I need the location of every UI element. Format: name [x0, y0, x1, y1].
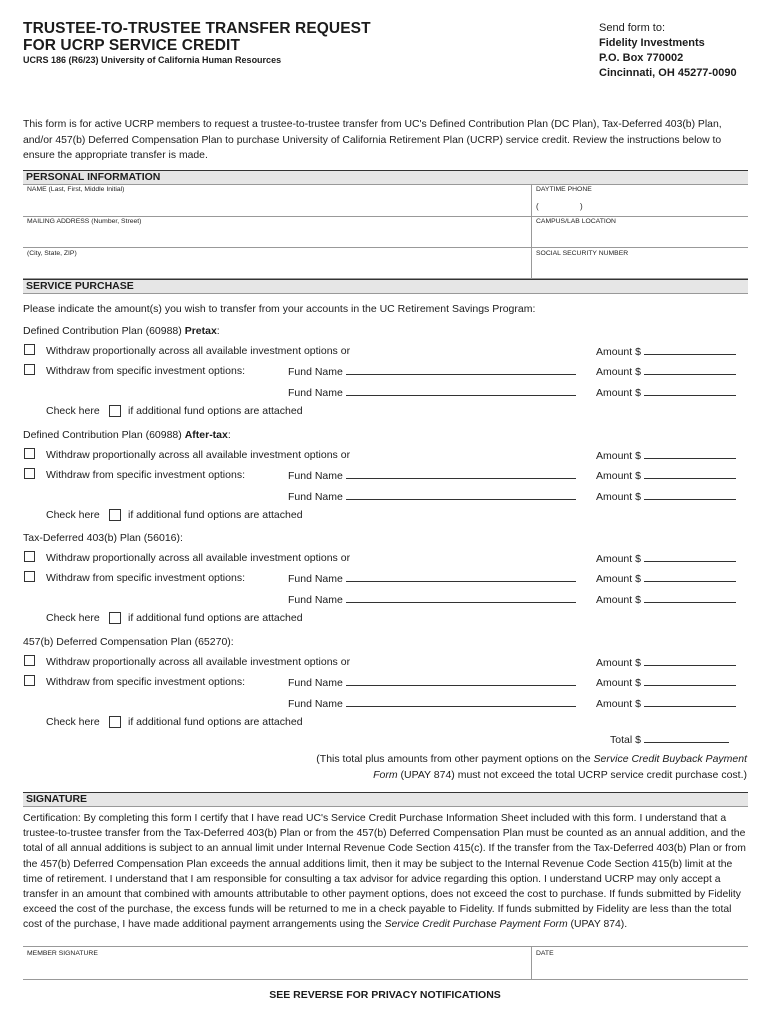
service-purchase-heading: SERVICE PURCHASE	[23, 279, 748, 294]
amount-label: Amount $	[596, 698, 641, 710]
withdraw-proportional-label: Withdraw proportionally across all available investment options or	[46, 656, 351, 668]
withdraw-proportional-label: Withdraw proportionally across all available investment options or	[46, 552, 351, 564]
amount-field-proportional-pretax[interactable]	[644, 345, 736, 355]
amount-label: Amount $	[596, 657, 641, 669]
send-to-label: Send form to:	[599, 22, 666, 34]
checkbox-withdraw-proportional-457b[interactable]	[24, 655, 35, 666]
amount-label: Amount $	[596, 366, 641, 378]
fund-name-row-2	[288, 490, 576, 503]
plan-heading-aftertax	[23, 429, 231, 441]
check-here-label: Check here	[46, 509, 100, 521]
checkbox-withdraw-specific-457b[interactable]	[24, 675, 35, 686]
amount-row-2	[596, 365, 736, 378]
amount-row-2	[596, 676, 736, 689]
amount-label: Amount $	[596, 470, 641, 482]
plan-name-suffix: :	[227, 429, 231, 441]
fund-name-field-1-pretax[interactable]	[346, 365, 576, 375]
address-field-label: MAILING ADDRESS (Number, Street)	[27, 218, 142, 225]
ssn-field-label: SOCIAL SECURITY NUMBER	[536, 250, 629, 257]
amount-label: Amount $	[596, 450, 641, 462]
amount-row-2	[596, 469, 736, 482]
total-note	[316, 751, 747, 783]
amount-row-1	[596, 656, 736, 669]
total-label	[610, 733, 729, 746]
checkbox-withdraw-proportional-403b[interactable]	[24, 551, 35, 562]
amount-field-fund-2-457b[interactable]	[644, 697, 736, 707]
city-field[interactable]	[27, 257, 527, 277]
withdraw-specific-label: Withdraw from specific investment options:	[46, 469, 245, 481]
plan-name: Tax-Deferred 403(b) Plan (56016):	[23, 532, 183, 544]
amount-field-proportional-aftertax[interactable]	[644, 449, 736, 459]
plan-heading-403b	[23, 532, 183, 544]
fund-name-label: Fund Name	[288, 491, 343, 503]
withdraw-proportional-label: Withdraw proportionally across all available investment options or	[46, 345, 351, 357]
checkbox-withdraw-specific-403b[interactable]	[24, 571, 35, 582]
phone-field[interactable]	[536, 195, 744, 215]
note-form-title-b: Form	[373, 769, 398, 781]
form-id: UCRS 186 (R6/23) University of California Human Resources	[23, 55, 282, 65]
cert-text-a: Certification: By completing this form I certify that I have read UC's Service Credit Purchase Information Sheet included with this form. I understand that a trustee-to-trustee transfer from the Tax-Deferred 403(b) Plan or from the 457(b) Deferred Compensation Plan must be counted as an annual addition, and the total of all annual additions is subject to an annual limit under Internal Revenue Code Section 415(c). If the transfer from the Tax-Deferred 403(b) Plan or from the 457(b) Deferred Compensation Plan exceeds the annual additions limit, then it may be subject to the Internal Revenue Code Section 415(b) limit at the time of retirement. I understand that I am responsible for consulting a tax advisor for advice regarding this option. I understand UCRP may only accept a transfer in an amount that combined with amounts attributable to other payment options, does not exceed the cost to purchase. If funds submitted by Fidelity exceed the cost of the purchase, the excess funds will be returned to me in a check payable to Fidelity. If funds submitted by Fidelity are less than the total cost of the purchase, I have made additional payment arrangements using the	[23, 813, 746, 931]
amount-field-fund-1-403b[interactable]	[644, 572, 736, 582]
amount-row-1	[596, 449, 736, 462]
send-to-city: Cincinnati, OH 45277-0090	[599, 67, 737, 79]
amount-field-fund-2-pretax[interactable]	[644, 386, 736, 396]
withdraw-specific-label: Withdraw from specific investment options:	[46, 676, 245, 688]
send-to-box: P.O. Box 770002	[599, 52, 684, 64]
service-instruction: Please indicate the amount(s) you wish to transfer from your accounts in the UC Retirement Savings Program:	[23, 303, 536, 315]
plan-name-bold: After-tax	[184, 429, 228, 441]
name-field-label: NAME (Last, First, Middle Initial)	[27, 186, 125, 193]
amount-row-3	[596, 490, 736, 503]
fund-name-row-1	[288, 676, 576, 689]
form-title-line2: FOR UCRP SERVICE CREDIT	[23, 37, 241, 54]
campus-field[interactable]	[536, 226, 744, 246]
campus-field-label: CAMPUS/LAB LOCATION	[536, 218, 616, 225]
additional-funds-label: if additional fund options are attached	[128, 716, 303, 728]
note-text-b: (UPAY 874) must not exceed the total UCRP service credit purchase cost.)	[397, 769, 747, 781]
plan-name: Defined Contribution Plan (60988)	[23, 429, 185, 441]
additional-funds-label: if additional fund options are attached	[128, 405, 303, 417]
form-title-line1: TRUSTEE-TO-TRUSTEE TRANSFER REQUEST	[23, 20, 371, 37]
fund-name-label: Fund Name	[288, 470, 343, 482]
fund-name-field-2-aftertax[interactable]	[346, 490, 576, 500]
checkbox-withdraw-specific-pretax[interactable]	[24, 364, 35, 375]
phone-close-paren: )	[580, 202, 583, 211]
fund-name-label: Fund Name	[288, 677, 343, 689]
amount-row-3	[596, 697, 736, 710]
fund-name-row-2	[288, 386, 576, 399]
fund-name-row-1	[288, 365, 576, 378]
amount-label: Amount $	[596, 387, 641, 399]
checkbox-additional-funds-457b[interactable]	[109, 716, 121, 728]
total-note-line1	[316, 751, 747, 767]
date-label: DATE	[536, 950, 554, 957]
checkbox-withdraw-proportional-aftertax[interactable]	[24, 448, 35, 459]
cert-text-b: (UPAY 874).	[567, 919, 628, 931]
amount-field-proportional-403b[interactable]	[644, 552, 736, 562]
checkbox-additional-funds-403b[interactable]	[109, 612, 121, 624]
plan-name: Defined Contribution Plan (60988)	[23, 325, 185, 337]
amount-field-fund-1-pretax[interactable]	[644, 365, 736, 375]
amount-field-fund-1-457b[interactable]	[644, 676, 736, 686]
footer-text: SEE REVERSE FOR PRIVACY NOTIFICATIONS	[269, 989, 501, 1001]
amount-label: Amount $	[596, 573, 641, 585]
additional-funds-label: if additional fund options are attached	[128, 509, 303, 521]
member-signature-field[interactable]	[27, 958, 527, 978]
fund-name-row-1	[288, 469, 576, 482]
plan-heading-457b	[23, 636, 234, 648]
amount-field-fund-1-aftertax[interactable]	[644, 469, 736, 479]
note-text-a: (This total plus amounts from other payment options on the	[316, 753, 594, 765]
address-field[interactable]	[27, 226, 527, 246]
fund-name-label: Fund Name	[288, 366, 343, 378]
fund-name-field-1-403b[interactable]	[346, 572, 576, 582]
amount-label: Amount $	[596, 677, 641, 689]
fund-name-field-2-pretax[interactable]	[346, 386, 576, 396]
signature-heading: SIGNATURE	[23, 792, 748, 807]
amount-row-3	[596, 593, 736, 606]
withdraw-specific-label: Withdraw from specific investment options:	[46, 572, 245, 584]
ssn-field[interactable]	[536, 257, 744, 277]
additional-funds-label: if additional fund options are attached	[128, 612, 303, 624]
amount-label: Amount $	[596, 553, 641, 565]
fund-name-label: Fund Name	[288, 573, 343, 585]
amount-row-1	[596, 345, 736, 358]
fund-name-label: Fund Name	[288, 698, 343, 710]
fund-name-field-1-aftertax[interactable]	[346, 469, 576, 479]
send-to-block	[599, 21, 737, 81]
plan-heading-pretax	[23, 325, 220, 337]
amount-field-fund-2-aftertax[interactable]	[644, 490, 736, 500]
amount-label: Amount $	[596, 594, 641, 606]
amount-field-fund-2-403b[interactable]	[644, 593, 736, 603]
fund-name-field-1-457b[interactable]	[346, 676, 576, 686]
total-amount-field[interactable]	[644, 733, 729, 743]
send-to-name: Fidelity Investments	[599, 37, 705, 49]
city-field-label: (City, State, ZIP)	[27, 250, 77, 257]
date-field[interactable]	[536, 958, 744, 978]
fund-name-label: Fund Name	[288, 594, 343, 606]
intro-text: This form is for active UCRP members to request a trustee-to-trustee transfer from UC's Defined Contribution Plan (DC Plan), Tax-Deferred 403(b) Plan, and/or 457(b) Deferred Compensation Plan to purchase University of California Retirement Plan (UCRP) service credit. Review the instructions below to ensure the appropriate transfer is made.	[23, 119, 722, 161]
member-signature-label: MEMBER SIGNATURE	[27, 950, 98, 957]
amount-field-proportional-457b[interactable]	[644, 656, 736, 666]
amount-row-2	[596, 572, 736, 585]
amount-label: Amount $	[596, 346, 641, 358]
phone-open-paren: (	[536, 202, 539, 211]
note-form-title-a: Service Credit Buyback Payment	[593, 753, 747, 765]
amount-row-1	[596, 552, 736, 565]
personal-info-divider	[531, 185, 532, 278]
withdraw-proportional-label: Withdraw proportionally across all available investment options or	[46, 449, 351, 461]
personal-info-heading: PERSONAL INFORMATION	[23, 170, 748, 185]
fund-name-row-2	[288, 593, 576, 606]
fund-name-row-1	[288, 572, 576, 585]
check-here-label: Check here	[46, 716, 100, 728]
fund-name-label: Fund Name	[288, 387, 343, 399]
amount-row-3	[596, 386, 736, 399]
fund-name-row-2	[288, 697, 576, 710]
checkbox-additional-funds-aftertax[interactable]	[109, 509, 121, 521]
plan-name-suffix: :	[216, 325, 220, 337]
certification-text	[23, 811, 748, 933]
check-here-label: Check here	[46, 405, 100, 417]
name-field[interactable]	[27, 195, 527, 215]
withdraw-specific-label: Withdraw from specific investment options:	[46, 365, 245, 377]
total-note-line2	[316, 767, 747, 783]
phone-field-label: DAYTIME PHONE	[536, 186, 592, 193]
checkbox-additional-funds-pretax[interactable]	[109, 405, 121, 417]
checkbox-withdraw-proportional-pretax[interactable]	[24, 344, 35, 355]
total-text: Total $	[610, 734, 641, 746]
plan-name: 457(b) Deferred Compensation Plan (65270):	[23, 636, 234, 648]
checkbox-withdraw-specific-aftertax[interactable]	[24, 468, 35, 479]
plan-name-bold: Pretax	[184, 325, 217, 337]
fund-name-field-2-457b[interactable]	[346, 697, 576, 707]
cert-form-title: Service Credit Purchase Payment Form	[384, 919, 568, 931]
amount-label: Amount $	[596, 491, 641, 503]
signature-divider	[531, 946, 532, 979]
fund-name-field-2-403b[interactable]	[346, 593, 576, 603]
check-here-label: Check here	[46, 612, 100, 624]
